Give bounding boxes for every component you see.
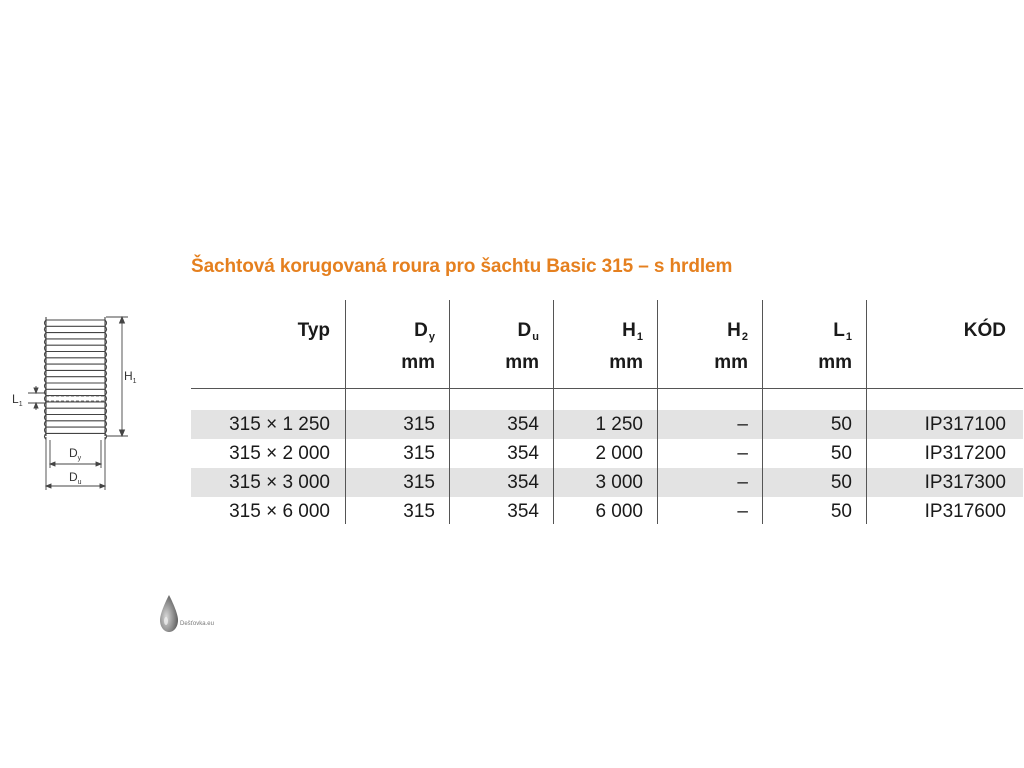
table-cell: 315 bbox=[403, 472, 435, 493]
column-divider bbox=[449, 300, 450, 524]
l1-label: $L_1$ bbox=[12, 392, 23, 408]
table-row bbox=[191, 410, 1023, 439]
table-body bbox=[191, 410, 1023, 526]
brand-logo bbox=[158, 594, 258, 638]
l1-dimension bbox=[28, 386, 46, 410]
table-cell: – bbox=[737, 443, 748, 464]
header-cell: KÓD bbox=[963, 320, 1006, 341]
table-row bbox=[191, 497, 1023, 526]
header-cell: $H_1$ mm bbox=[609, 320, 643, 373]
table-cell: – bbox=[737, 472, 748, 493]
table-row bbox=[191, 468, 1023, 497]
h1-label: $H_1$ bbox=[124, 369, 137, 385]
pipe-body bbox=[45, 317, 107, 439]
table-cell: IP317600 bbox=[924, 501, 1006, 522]
table-cell: 50 bbox=[830, 443, 852, 464]
table-cell: 315 × 3 000 bbox=[229, 472, 330, 493]
table-row bbox=[191, 439, 1023, 468]
column-divider bbox=[866, 300, 867, 524]
dy-label: $D_y$ bbox=[69, 446, 82, 462]
logo-text: Dešťovka.eu bbox=[180, 621, 214, 627]
water-drop-icon bbox=[158, 594, 180, 634]
table-cell: 50 bbox=[830, 501, 852, 522]
table-cell: 354 bbox=[507, 472, 539, 493]
header-cell: $L_1$ mm bbox=[818, 320, 852, 373]
table-cell: 354 bbox=[507, 414, 539, 435]
column-divider bbox=[762, 300, 763, 524]
table-cell: 2 000 bbox=[595, 443, 643, 464]
table-cell: – bbox=[737, 501, 748, 522]
table-cell: 354 bbox=[507, 443, 539, 464]
table-cell: 6 000 bbox=[595, 501, 643, 522]
product-table bbox=[191, 300, 1023, 522]
table-cell: 315 × 6 000 bbox=[229, 501, 330, 522]
table-cell: 1 250 bbox=[595, 414, 643, 435]
table-cell: – bbox=[737, 414, 748, 435]
table-cell: 315 bbox=[403, 414, 435, 435]
pipe-diagram bbox=[0, 300, 160, 500]
table-cell: 315 × 2 000 bbox=[229, 443, 330, 464]
column-divider bbox=[345, 300, 346, 524]
header-cell: $H_2$ mm bbox=[714, 320, 748, 373]
column-divider bbox=[553, 300, 554, 524]
column-divider bbox=[657, 300, 658, 524]
table-cell: 315 × 1 250 bbox=[229, 414, 330, 435]
table-title: Šachtová korugovaná roura pro šachtu Basic 315 – s hrdlem bbox=[191, 256, 733, 277]
table-cell: 354 bbox=[507, 501, 539, 522]
table-cell: 3 000 bbox=[595, 472, 643, 493]
header-cell: $D_y$ mm bbox=[401, 320, 435, 373]
table-cell: IP317300 bbox=[924, 472, 1006, 493]
header-cell: $D_u$ mm bbox=[505, 320, 539, 373]
header-cell: Typ bbox=[297, 320, 330, 341]
table-cell: IP317200 bbox=[924, 443, 1006, 464]
table-cell: 50 bbox=[830, 414, 852, 435]
table-cell: 50 bbox=[830, 472, 852, 493]
table-cell: 315 bbox=[403, 443, 435, 464]
table-cell: IP317100 bbox=[924, 414, 1006, 435]
table-cell: 315 bbox=[403, 501, 435, 522]
table-header bbox=[191, 300, 1023, 389]
du-label: $D_u$ bbox=[69, 470, 82, 486]
header-divider bbox=[191, 388, 1023, 389]
